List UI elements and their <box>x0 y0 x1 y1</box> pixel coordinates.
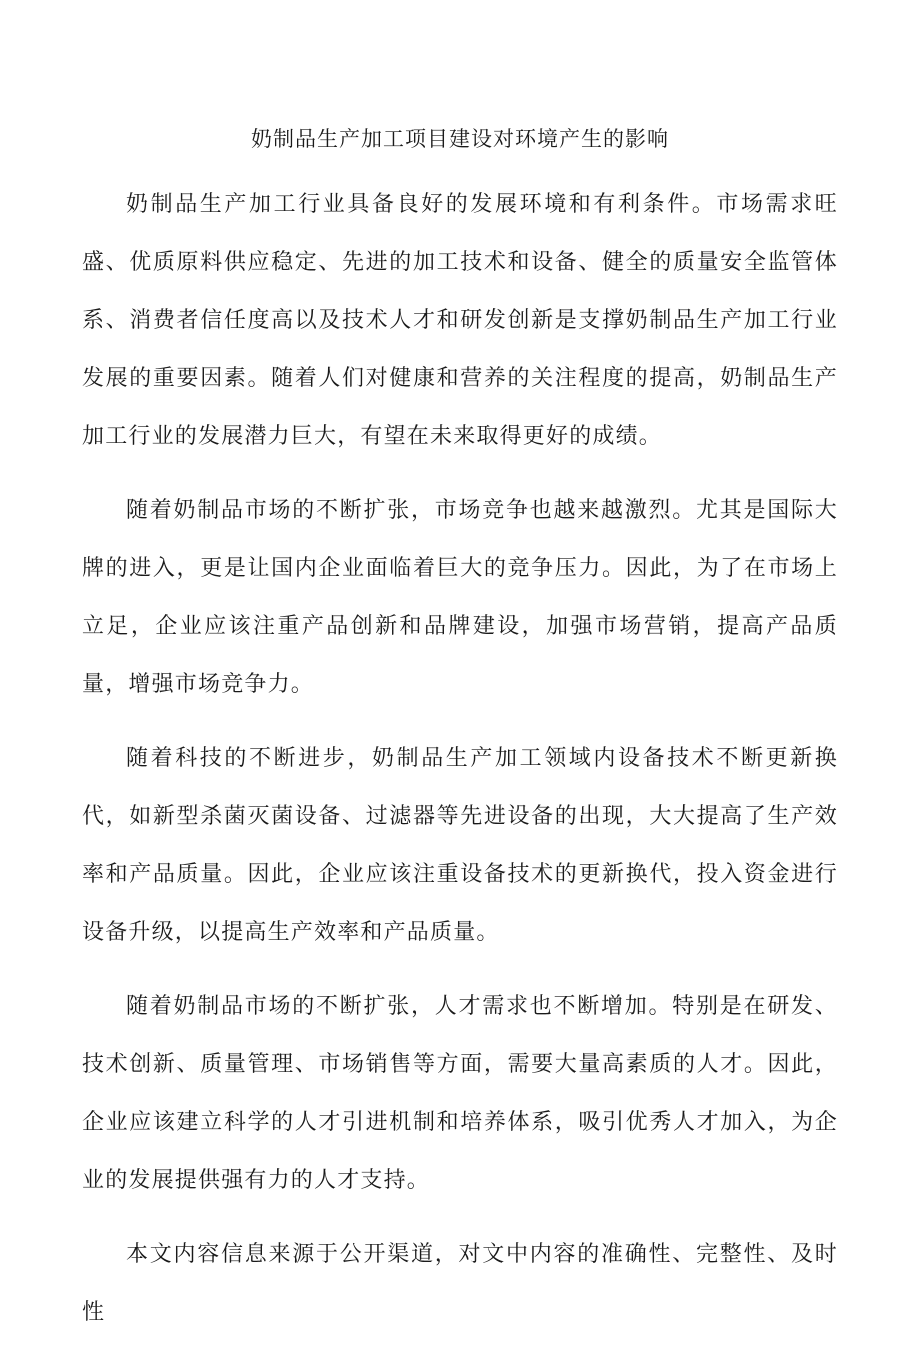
paragraph-disclaimer: 本文内容信息来源于公开渠道，对文中内容的准确性、完整性、及时性 <box>82 1242 838 1325</box>
paragraph-talent-demand: 随着奶制品市场的不断扩张，人才需求也不断增加。特别是在研发、技术创新、质量管理、市场销售等方面，需要大量高素质的人才。因此，企业应该建立科学的人才引进机制和培养体系，吸引优秀人才加入，为企业的发展提供强有力的人才支持。 <box>82 994 838 1193</box>
document-body <box>82 176 838 1358</box>
document-title: 奶制品生产加工项目建设对环境产生的影响 <box>251 127 669 151</box>
paragraph-market-competition: 随着奶制品市场的不断扩张，市场竞争也越来越激烈。尤其是国际大牌的进入，更是让国内企业面临着巨大的竞争压力。因此，为了在市场上立足，企业应该注重产品创新和品牌建设，加强市场营销，提高产品质量，增强市场竞争力。 <box>82 498 838 697</box>
paragraph-equipment-technology: 随着科技的不断进步，奶制品生产加工领域内设备技术不断更新换代，如新型杀菌灭菌设备、过滤器等先进设备的出现，大大提高了生产效率和产品质量。因此，企业应该注重设备技术的更新换代，投入资金进行设备升级，以提高生产效率和产品质量。 <box>82 746 838 945</box>
paragraph-industry-conditions: 奶制品生产加工行业具备良好的发展环境和有利条件。市场需求旺盛、优质原料供应稳定、先进的加工技术和设备、健全的质量安全监管体系、消费者信任度高以及技术人才和研发创新是支撑奶制品生产加工行业发展的重要因素。随着人们对健康和营养的关注程度的提高，奶制品生产加工行业的发展潜力巨大，有望在未来取得更好的成绩。 <box>82 192 838 449</box>
